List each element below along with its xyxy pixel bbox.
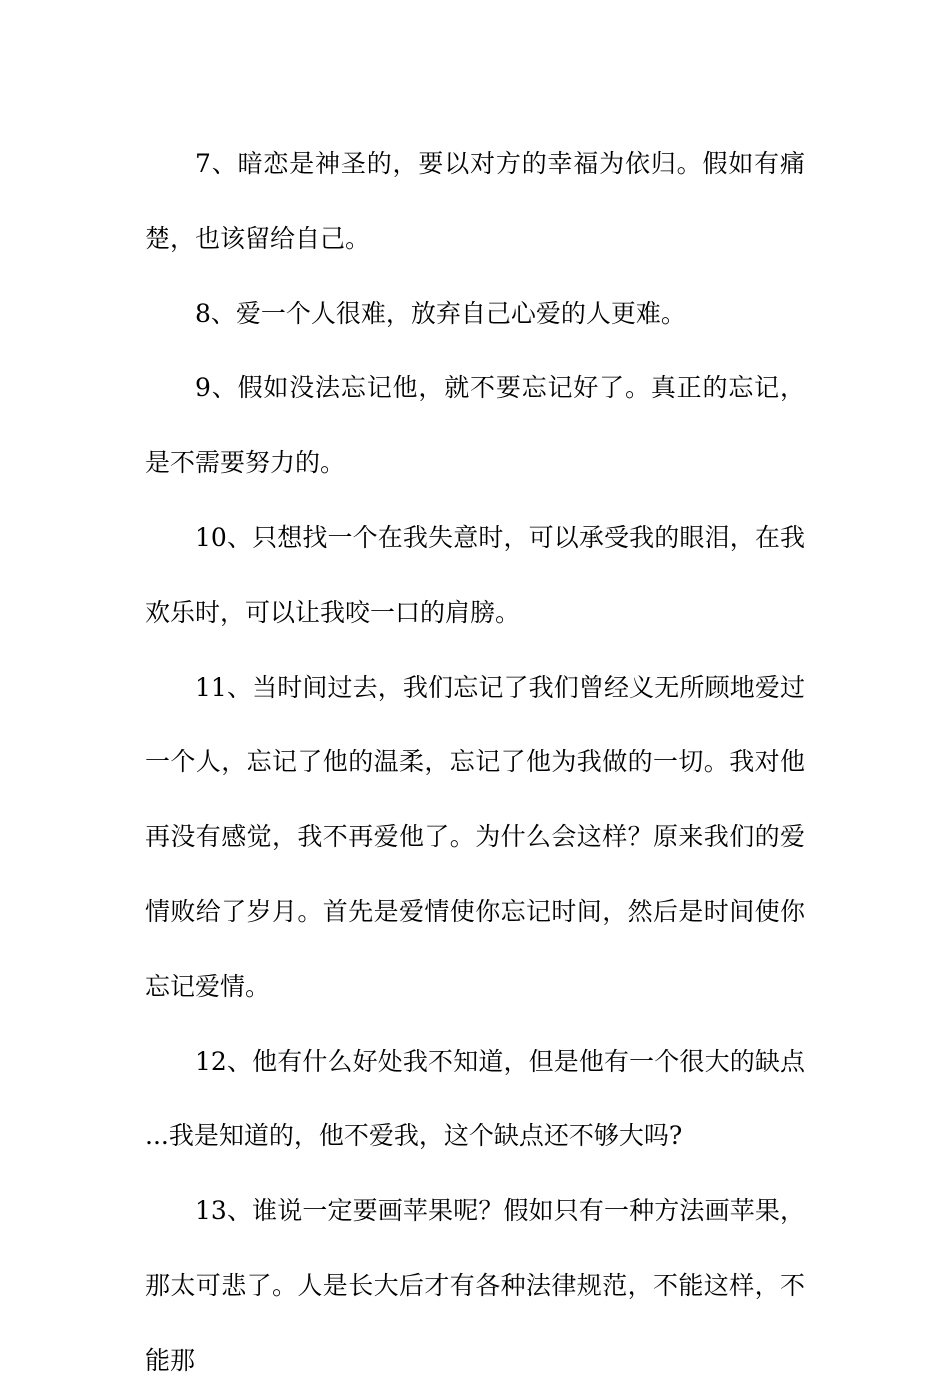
paragraph-13: 13、谁说一定要画苹果呢？假如只有一种方法画苹果，那太可悲了。人是长大后才有各种法律规范，不能这样，不能那: [145, 1196, 805, 1375]
paragraph-8: 8、爱一个人很难，放弃自己心爱的人更难。: [195, 298, 686, 328]
paragraph-11: 11、当时间过去，我们忘记了我们曾经义无所顾地爱过一个人，忘记了他的温柔，忘记了他为我做的一切。我对他再没有感觉，我不再爱他了。为什么会这样？原来我们的爱情败给了岁月。首先是爱情使你忘记时间，然后是时间使你忘记爱情。: [145, 672, 805, 1001]
document-body: [145, 127, 805, 1399]
paragraph-10: 10、只想找一个在我失意时，可以承受我的眼泪，在我欢乐时，可以让我咬一口的肩膀。: [145, 522, 805, 627]
paragraph-7: 7、暗恋是神圣的，要以对方的幸福为依归。假如有痛楚，也该留给自己。: [145, 149, 805, 253]
paragraph-9: 9、假如没法忘记他，就不要忘记好了。真正的忘记，是不需要努力的。: [145, 373, 805, 478]
paragraph-12: 12、他有什么好处我不知道，但是他有一个很大的缺点...我是知道的，他不爱我，这个缺点还不够大吗?: [145, 1046, 805, 1151]
